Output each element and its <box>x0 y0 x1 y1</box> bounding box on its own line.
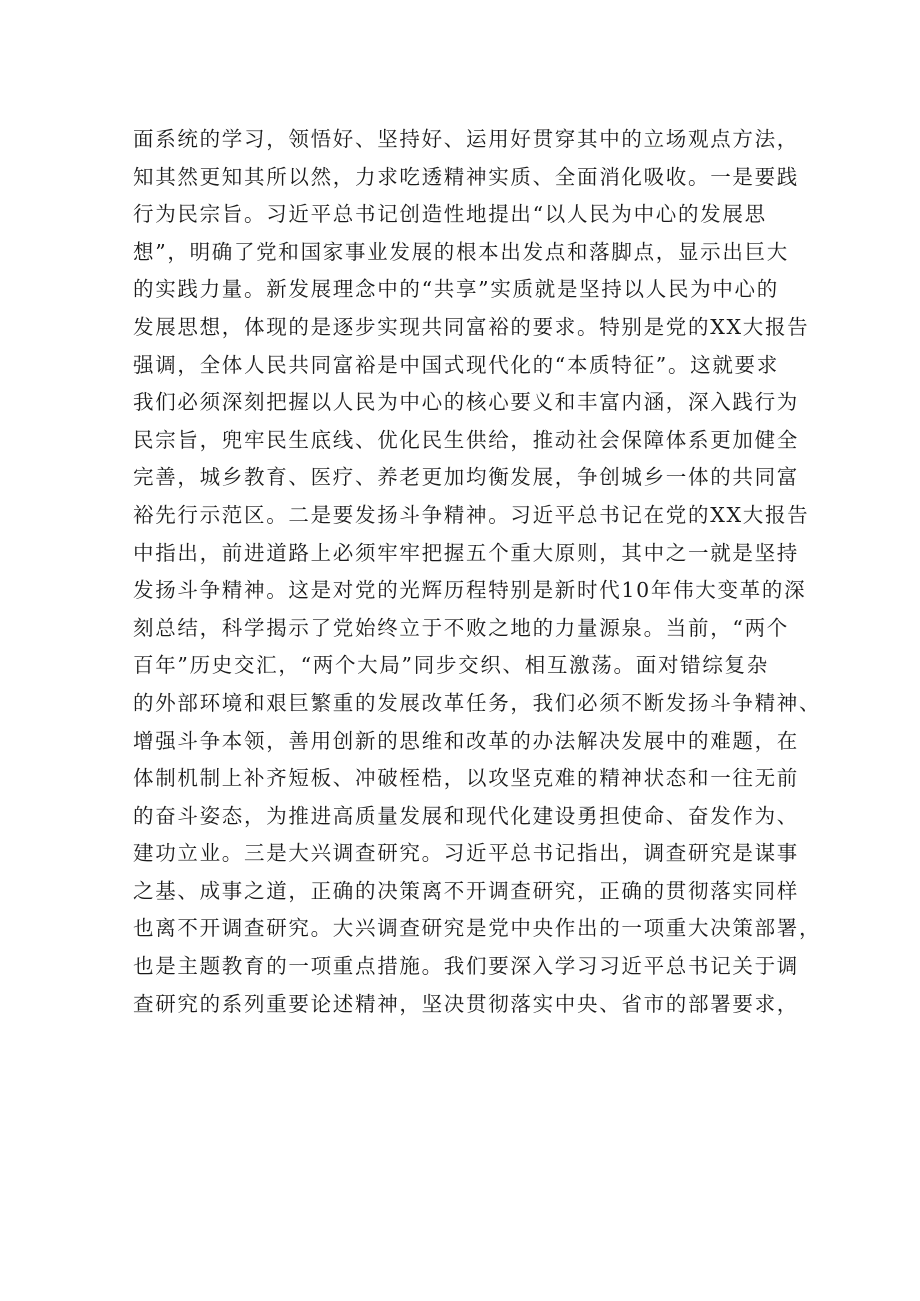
text-line: 百年”历史交汇，“两个大局”同步交织、相互激荡。面对错综复杂 <box>133 653 769 678</box>
text-line: 查研究的系列重要论述精神，坚决贯彻落实中央、省市的部署要求， <box>133 991 799 1016</box>
text-line: 也离不开调查研究。大兴调查研究是党中央作出的一项重大决策部署， <box>133 916 822 941</box>
text-line: 之基、成事之道，正确的决策离不开调查研究，正确的贯彻落实同样 <box>133 878 799 903</box>
text-line: 的外部环境和艰巨繁重的发展改革任务，我们必须不断发扬斗争精神、 <box>133 690 822 715</box>
text-line: 我们必须深刻把握以人民为中心的核心要义和丰富内涵，深入践行为 <box>133 390 799 415</box>
text-line: 也是主题教育的一项重点措施。我们要深入学习习近平总书记关于调 <box>133 954 799 979</box>
text-line: 强调，全体人民共同富裕是中国式现代化的“本质特征”。这就要求 <box>133 352 779 377</box>
text-line: 发扬斗争精神。这是对党的光辉历程特别是新时代10年伟大变革的深 <box>133 578 807 603</box>
text-line: 民宗旨，兜牢民生底线、优化民生供给，推动社会保障体系更加健全 <box>133 427 799 452</box>
text-line: 知其然更知其所以然，力求吃透精神实质、全面消化吸收。一是要践 <box>133 164 799 189</box>
text-line: 面系统的学习，领悟好、坚持好、运用好贯穿其中的立场观点方法， <box>133 127 799 151</box>
text-line: 发展思想，体现的是逐步实现共同富裕的要求。特别是党的XX大报告 <box>133 314 810 339</box>
text-line: 的实践力量。新发展理念中的“共享”实质就是坚持以人民为中心的 <box>133 277 779 302</box>
text-line: 建功立业。三是大兴调查研究。习近平总书记指出，调查研究是谋事 <box>133 841 799 866</box>
text-line: 刻总结，科学揭示了党始终立于不败之地的力量源泉。当前，“两个 <box>133 615 789 640</box>
text-line: 中指出，前进道路上必须牢牢把握五个重大原则，其中之一就是坚持 <box>133 540 799 565</box>
text-line: 体制机制上补齐短板、冲破桎梏，以攻坚克难的精神状态和一往无前 <box>133 766 799 791</box>
text-line: 完善，城乡教育、医疗、养老更加均衡发展，争创城乡一体的共同富 <box>133 465 799 490</box>
text-line: 裕先行示范区。二是要发扬斗争精神。习近平总书记在党的XX大报告 <box>133 502 810 527</box>
text-line: 增强斗争本领，善用创新的思维和改革的办法解决发展中的难题，在 <box>133 728 799 753</box>
body-text <box>133 121 822 1023</box>
text-line: 行为民宗旨。习近平总书记创造性地提出“以人民为中心的发展思 <box>133 202 767 227</box>
text-line: 想”，明确了党和国家事业发展的根本出发点和落脚点，显示出巨大 <box>133 239 789 264</box>
text-line: 的奋斗姿态，为推进高质量发展和现代化建设勇担使命、奋发作为、 <box>133 803 799 828</box>
